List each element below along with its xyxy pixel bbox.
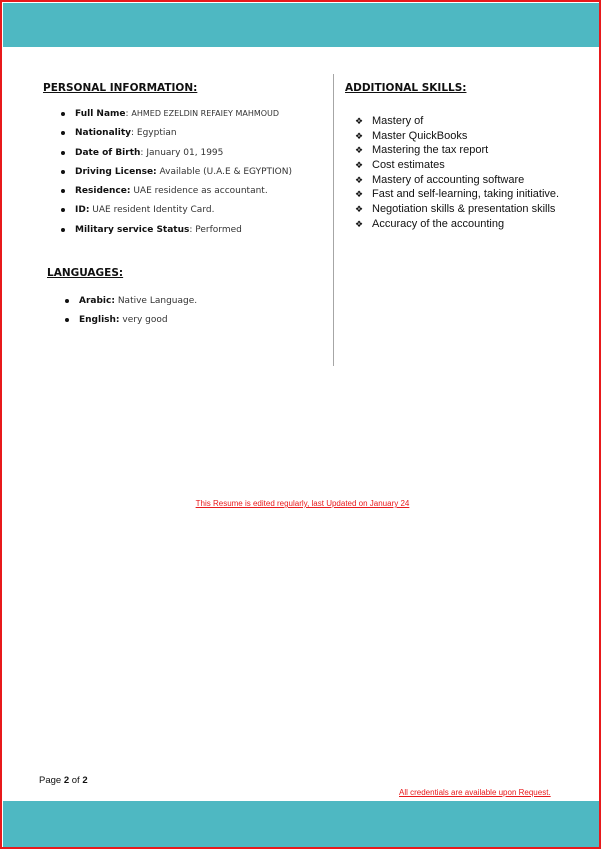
list-item (62, 127, 292, 146)
item-value: Available (U.A.E & EGYPTION) (159, 166, 292, 177)
header-band (3, 3, 600, 47)
list-item (66, 295, 197, 314)
diamond-bullet-icon: ❖ (355, 175, 364, 186)
list-item (62, 108, 292, 127)
page-of: of (71, 775, 80, 786)
languages-list (66, 295, 197, 334)
item-label: Full Name (75, 109, 126, 119)
list-item (62, 166, 292, 185)
item-value: Native Language. (117, 296, 198, 306)
diamond-bullet-icon: ❖ (355, 190, 364, 201)
diamond-bullet-icon: ❖ (355, 161, 364, 172)
list-item (355, 144, 559, 159)
personal-information-list (62, 108, 292, 243)
diamond-bullet-icon: ❖ (355, 205, 364, 216)
item-label: English: (79, 315, 120, 326)
list-item (62, 204, 292, 223)
skill-text: Fast and self-learning, taking initiative. (372, 188, 560, 201)
list-item (355, 188, 559, 203)
last-updated-note: This Resume is edited regularly, last Updated on January 24 (195, 499, 410, 508)
item-label: Date of Birth (75, 147, 141, 158)
list-item (62, 224, 292, 243)
page-current: 2 (63, 775, 70, 786)
item-label: Residence: (75, 186, 131, 197)
item-separator: : (189, 224, 196, 235)
diamond-bullet-icon: ❖ (355, 219, 364, 230)
personal-information-heading: PERSONAL INFORMATION: (43, 82, 198, 94)
item-label: Military service Status (75, 224, 190, 235)
item-label: Driving License: (75, 166, 157, 177)
footer-band (3, 801, 600, 847)
item-separator: : (140, 147, 147, 158)
list-item (66, 314, 197, 333)
list-item (62, 147, 292, 166)
skill-text: Mastering the tax report (372, 144, 489, 157)
skill-text: Master QuickBooks (372, 129, 468, 142)
page-total: 2 (82, 775, 88, 786)
skill-text: Cost estimates (372, 159, 445, 172)
skill-text: Mastery of accounting software (372, 173, 525, 186)
skill-text: Mastery of (372, 115, 424, 127)
languages-heading: LANGUAGES: (47, 267, 124, 279)
item-value: AHMED EZELDIN REFAIEY MAHMOUD (131, 109, 280, 118)
list-item (355, 115, 559, 130)
item-value: Performed (195, 224, 242, 235)
page-label: Page (39, 775, 62, 786)
item-label: ID: (75, 205, 90, 216)
item-separator: : (131, 128, 137, 139)
list-item (355, 203, 559, 218)
additional-skills-heading: ADDITIONAL SKILLS: (345, 82, 467, 94)
item-label: Nationality (75, 128, 131, 139)
column-divider (333, 74, 334, 366)
skill-text: Accuracy of the accounting (372, 217, 505, 230)
diamond-bullet-icon: ❖ (355, 146, 364, 157)
item-value: very good (122, 315, 168, 326)
diamond-bullet-icon: ❖ (355, 131, 364, 142)
item-value: January 01, 1995 (146, 147, 224, 158)
list-item (355, 218, 559, 233)
diamond-bullet-icon: ❖ (355, 117, 364, 127)
page-number (39, 775, 88, 786)
list-item (355, 159, 559, 174)
item-value: UAE resident Identity Card. (92, 205, 215, 216)
skill-text: Negotiation skills & presentation skills (372, 203, 556, 216)
additional-skills-list (355, 115, 559, 233)
item-label: Arabic: (79, 296, 115, 306)
credentials-note: All credentials are available upon Request. (399, 788, 551, 797)
item-value: UAE residence as accountant. (133, 186, 268, 197)
list-item (355, 174, 559, 189)
item-value: Egyptian (136, 128, 177, 139)
item-separator: : (125, 109, 132, 119)
list-item (62, 185, 292, 204)
list-item (355, 130, 559, 145)
